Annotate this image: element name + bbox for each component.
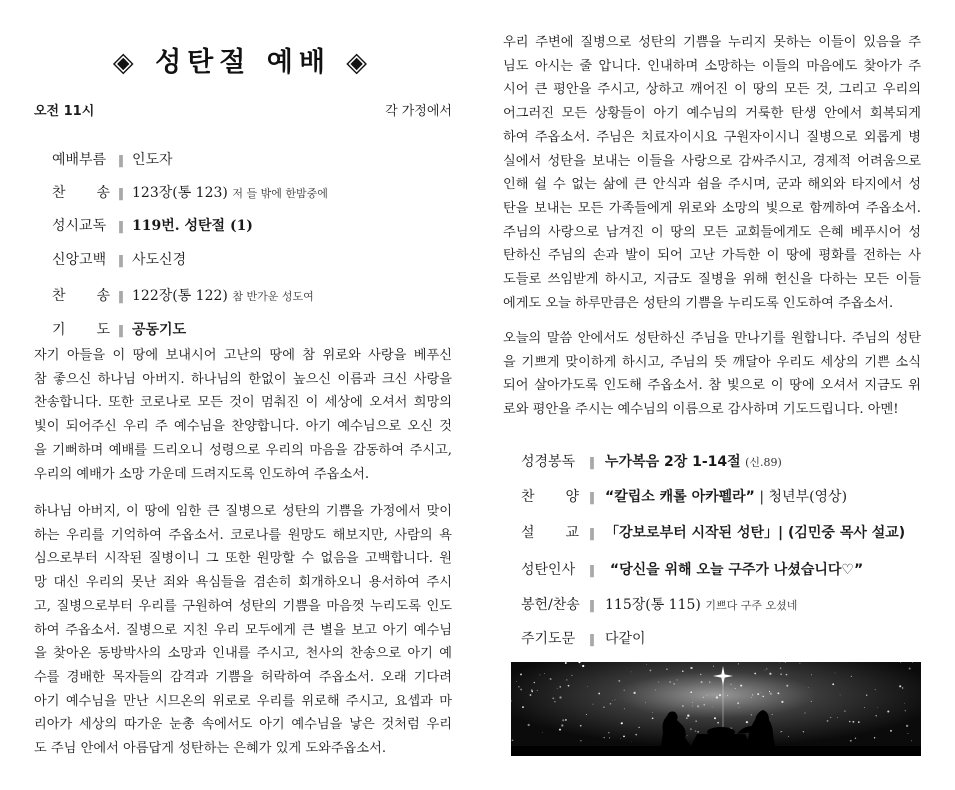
star-dot [604, 737, 605, 738]
star-dot [562, 719, 564, 721]
star-dot [716, 696, 718, 698]
order-value: 119번. 성탄절 (1) [132, 218, 253, 234]
star-dot [780, 731, 781, 732]
star-dot [781, 701, 783, 703]
star-dot [540, 675, 541, 676]
text-line: 하여 주옵소서. 주님은 치료자이시요 구원자이시니 질병으로 외롭게 병 [503, 129, 921, 145]
star-dot [714, 717, 716, 719]
star-dot [586, 714, 587, 715]
star-dot [875, 689, 876, 690]
star-dot [766, 668, 767, 669]
star-dot [531, 691, 532, 692]
star-dot [676, 679, 677, 680]
order-value: 인도자 [132, 152, 173, 168]
prayer-paragraph-4 [503, 327, 921, 422]
order-item-offering: 봉헌/찬송 ‖ 115장(통 115) 기쁘다 구주 오셨네 [521, 597, 798, 613]
star-dot [522, 706, 524, 708]
star-dot [858, 721, 860, 723]
star-dot [811, 701, 812, 702]
star-dot [608, 732, 609, 733]
star-dot [580, 665, 581, 666]
order-value: 「강보로부터 시작된 성탄」| (김민중 목사 설교) [605, 525, 906, 541]
star-dot [652, 718, 654, 720]
star-dot [697, 731, 699, 733]
star-dot [631, 742, 632, 743]
star-dot [751, 697, 752, 698]
star-dot [803, 731, 804, 732]
text-line: 탄을 보내는 모든 가족들에게 위로와 소망의 빛으로 함께하여 주옵소서. [503, 200, 921, 216]
star-dot [799, 663, 800, 664]
text-line: 시어 큰 평안을 주시고, 상하고 깨어진 이 땅의 모든 것, 그리고 우리의 [503, 82, 921, 98]
star-dot [877, 707, 878, 708]
service-time: 오전 11시 [34, 104, 95, 119]
order-item-christmas-greeting: 성탄인사 ‖ “당신을 위해 오늘 구주가 나셨습니다♡” [521, 562, 864, 578]
star-dot [609, 737, 610, 738]
star-dot [735, 688, 736, 689]
star-dot [874, 737, 875, 738]
order-value: 사도신경 [132, 252, 187, 268]
star-dot [740, 685, 742, 687]
star-dot [554, 701, 555, 702]
star-dot [697, 705, 699, 707]
order-value: 공동기도 [132, 322, 187, 338]
star-dot [769, 673, 771, 675]
star-dot [739, 707, 740, 708]
star-dot [610, 703, 612, 705]
star-dot [887, 710, 889, 712]
star-dot [580, 725, 582, 727]
order-note: 저 들 밖에 한밤중에 [232, 187, 328, 200]
text-line: 도 주님 안에서 아름답게 성탄하는 은혜가 있게 도와주옵소서. [34, 741, 387, 757]
text-line: 을 기쁘게 맞이하게 하시고, 주님의 뜻 깨달아 우리도 세상의 기쁜 소식 [503, 354, 921, 370]
star-dot [852, 721, 854, 723]
order-value: “당신을 위해 오늘 구주가 나셨습니다♡” [605, 562, 864, 578]
order-item-call-to-worship: 예배부름 ‖ 인도자 [52, 152, 173, 168]
star-dot [603, 706, 605, 708]
star-dot [738, 663, 739, 664]
text-line: 우리 주변에 질병으로 성탄의 기쁨을 누리지 못하는 이들이 있음을 주 [503, 35, 921, 50]
star-dot [840, 695, 841, 696]
star-dot [772, 714, 773, 715]
star-dot [582, 665, 584, 667]
star-dot [752, 694, 753, 695]
star-dot [561, 724, 563, 726]
star-dot [652, 712, 653, 713]
star-dot [682, 705, 684, 707]
star-dot [851, 676, 852, 677]
star-dot [557, 688, 558, 689]
order-value: “칼립소 캐롤 아카펠라” [605, 489, 755, 505]
star-dot [727, 695, 728, 696]
order-item-scripture: 성경봉독 ‖ 누가복음 2장 1-14절 (신.89) [521, 454, 782, 470]
text-line: 님도 아시는 줄 압니다. 인내하며 소망하는 이들의 마음에도 찾아가 주 [503, 58, 921, 74]
star-dot [905, 710, 906, 711]
star-dot [830, 717, 831, 718]
star-dot [780, 667, 782, 669]
order-item-creed: 신앙고백 ‖ 사도신경 [52, 252, 187, 268]
star-dot [587, 686, 588, 687]
star-dot [899, 685, 901, 687]
star-dot [837, 717, 838, 718]
star-dot [786, 674, 788, 676]
star-dot [624, 708, 625, 709]
star-dot [633, 692, 635, 694]
star-dot [566, 679, 567, 680]
star-dot [690, 728, 691, 729]
star-dot [701, 681, 703, 683]
star-dot [703, 697, 704, 698]
star-dot [696, 721, 697, 722]
order-label: 찬 송 [52, 288, 110, 304]
star-dot [559, 729, 561, 731]
star-dot [712, 707, 713, 708]
star-dot [695, 730, 696, 731]
text-line: 빛이 되어주신 우리 주 예수님을 찬양합니다. 아기 예수님으로 오신 것 [34, 419, 452, 435]
star-dot [686, 717, 688, 719]
text-line: 하는 우리를 기억하여 주옵소서. 코로나를 원망도 해보지만, 사람의 욕 [34, 527, 452, 543]
star-dot [520, 673, 522, 675]
order-label: 예배부름 [52, 152, 107, 168]
star-dot [832, 683, 834, 685]
star-dot [849, 721, 851, 723]
nativity-silhouette-icon [511, 662, 921, 756]
star-dot [890, 730, 892, 732]
order-item-prayer: 기 도 ‖ 공동기도 [52, 322, 187, 338]
star-dot [623, 736, 625, 738]
star-dot [516, 681, 517, 682]
order-item-hymn-2: 찬 송 ‖ 122장(통 122) 참 반가운 성도여 [52, 288, 314, 304]
star-dot [518, 686, 520, 688]
star-dot [530, 694, 532, 696]
star-dot [703, 704, 705, 706]
star-dot [761, 692, 762, 693]
text-line: 하나님 아버지, 이 땅에 임한 큰 질병으로 성탄의 기쁨을 가정에서 맞이 [34, 504, 452, 519]
order-label: 찬 송 [52, 185, 110, 201]
star-dot [876, 715, 877, 716]
star-dot [906, 725, 908, 727]
star-dot [786, 685, 788, 687]
prayer-paragraph-2 [34, 500, 452, 761]
star-dot [835, 672, 836, 673]
text-line: 주님의 사랑으로 남겨진 이 땅의 모든 교회들에게도 은혜 베푸시어 성 [503, 224, 921, 240]
text-line: 찬송합니다. 또한 코로나로 모든 것이 멈춰진 이 세상에 오셔서 희망의 [34, 395, 452, 411]
order-label: 성탄인사 [521, 562, 576, 578]
text-line: 아기 예수님을 만난 시므온의 위로로 우리를 위로해 주시고, 요셉과 마 [34, 693, 452, 709]
star-dot [687, 735, 688, 736]
order-label: 신앙고백 [52, 252, 107, 268]
star-dot [658, 681, 659, 682]
star-dot [692, 706, 693, 707]
order-item-responsive-reading: 성시교독 ‖ 119번. 성탄절 (1) [52, 218, 253, 234]
order-label: 찬 양 [521, 489, 579, 505]
order-note: (신.89) [745, 456, 782, 469]
star-dot [770, 693, 772, 695]
star-dot [765, 670, 766, 671]
prayer-paragraph-1 [34, 344, 452, 486]
star-dot [844, 710, 846, 712]
star-dot [621, 722, 623, 724]
star-dot [690, 691, 692, 693]
star-dot [780, 673, 782, 675]
star-dot [700, 674, 701, 675]
service-meta [34, 100, 452, 119]
star-dot [707, 695, 708, 696]
text-line: 수를 경배한 목자들의 감격과 기쁨을 허락하여 주옵소서. 오래 기다려 [34, 669, 452, 685]
star-dot [855, 738, 856, 739]
star-dot [612, 700, 613, 701]
star-dot [645, 702, 646, 703]
star-dot [746, 721, 748, 723]
star-dot [737, 702, 739, 704]
text-line: 에게도 오늘 하루만큼은 성탄의 기쁨을 누리도록 인도하여 주옵소서. [503, 295, 894, 311]
star-dot [552, 697, 554, 699]
order-note: 기쁘다 구주 오셨네 [705, 599, 798, 612]
star-dot [911, 740, 912, 741]
text-line: 어그러진 모든 상황들이 아기 예수님의 거룩한 탄생 안에서 회복되게 [503, 106, 921, 122]
text-line: 탄하신 주님의 손과 발이 되어 고난 가득한 이 땅에 평화를 전하는 사 [503, 248, 921, 264]
text-line: 되어 살아가도록 인도해 주옵소서. 참 빛으로 이 땅에 오셔서 지금도 위 [503, 378, 921, 394]
star-dot [646, 664, 647, 665]
star-dot [565, 662, 567, 664]
star-dot [571, 675, 572, 676]
service-place: 각 가정에서 [385, 104, 452, 119]
star-dot [713, 666, 714, 667]
nativity-image [511, 662, 921, 756]
star-dot [537, 690, 538, 691]
order-label: 설 교 [521, 525, 579, 541]
star-dot [690, 667, 692, 669]
star-dot [904, 703, 905, 704]
text-line: 자기 아들을 이 땅에 보내시어 고난의 땅에 참 위로와 사랑을 베푸신 [34, 348, 452, 363]
star-dot [717, 722, 719, 724]
order-item-lords-prayer: 주기도문 ‖ 다같이 [521, 631, 646, 647]
text-line: 인해 쉴 수 없는 삶에 큰 안식과 쉼을 주시며, 군과 해외와 타지에서 성 [503, 177, 921, 193]
star-dot [624, 690, 625, 691]
star-dot [682, 670, 684, 672]
star-dot [808, 687, 809, 688]
star-dot [666, 668, 668, 670]
order-label: 기 도 [52, 322, 110, 338]
star-dot [620, 738, 621, 739]
star-dot [777, 692, 779, 694]
star-dot [902, 687, 903, 688]
order-value: 123장(통 123) [132, 185, 228, 201]
text-line: 참 좋으신 하나님 아버지. 하나님의 한없이 높으신 이름과 크신 사랑을 [34, 371, 452, 387]
star-dot [762, 696, 763, 697]
star-dot [568, 685, 570, 687]
star-dot [757, 693, 759, 695]
text-line: 심으로부터 시작된 질병이니 그 또한 원망할 수 없음을 고백합니다. 원 [34, 551, 452, 567]
star-dot [565, 719, 567, 721]
star-dot [864, 707, 865, 708]
order-item-hymn-1: 찬 송 ‖ 123장(통 123) 저 들 밖에 한밤중에 [52, 185, 328, 201]
star-dot [850, 740, 852, 742]
star-dot [907, 733, 908, 734]
star-dot [550, 678, 552, 680]
star-dot [520, 689, 522, 691]
star-dot [635, 734, 637, 736]
star-dot [811, 674, 812, 675]
text-line: 고, 질병으로부터 우리를 구원하여 성탄의 기쁨을 마음껏 누리도록 인도 [34, 598, 452, 614]
star-dot [544, 673, 545, 674]
star-dot [618, 680, 620, 682]
star-dot [649, 669, 651, 671]
star-dot [804, 713, 805, 714]
star-dot [730, 684, 731, 685]
order-item-sermon: 설 교 ‖ 「강보로부터 시작된 성탄」| (김민중 목사 설교) [521, 525, 906, 541]
text-line: 실에서 성탄을 보내는 이들을 사랑으로 감싸주시고, 경제적 어려움으로 [503, 153, 921, 169]
star-dot [598, 693, 600, 695]
order-item-anthem: 찬 양 ‖ “칼립소 캐롤 아카펠라” | 청년부(영상) [521, 489, 848, 505]
star-dot [559, 696, 561, 698]
order-label: 성경봉독 [521, 454, 576, 470]
star-dot [638, 727, 639, 728]
star-dot [709, 681, 710, 682]
star-dot [560, 686, 561, 687]
star-dot [670, 681, 671, 682]
star-dot [692, 702, 693, 703]
star-dot [754, 673, 756, 675]
text-line: 하여 주옵소서. 질병으로 지친 우리 모두에게 큰 별을 보고 아기 예수님 [34, 622, 452, 638]
text-line: 우리의 예배가 소망 가운데 드려지도록 인도하여 주옵소서. [34, 466, 370, 482]
star-dot [719, 694, 721, 696]
star-dot [769, 691, 770, 692]
star-dot [781, 731, 782, 732]
text-line: 오늘의 말씀 안에서도 성탄하신 주님을 만나기를 원합니다. 주님의 성탄 [503, 331, 921, 346]
star-dot [687, 714, 689, 716]
page-title: ◈ 성탄절 예배 ◈ [112, 47, 374, 78]
order-value: 122장(통 122) [132, 288, 228, 304]
order-note: | 청년부(영상) [759, 489, 848, 505]
order-label: 주기도문 [521, 631, 576, 647]
text-line: 을 기뻐하며 예배를 드리오니 성령으로 우리의 마음을 감동하여 주시고, [34, 442, 452, 458]
order-value: 다같이 [605, 631, 646, 647]
star-dot [788, 736, 789, 737]
order-label: 봉헌/찬송 [521, 597, 580, 613]
prayer-paragraph-3 [503, 31, 921, 315]
text-line: 리아가 세상의 따가운 눈총 속에서도 아기 예수님을 낳은 것처럼 우리 [34, 717, 452, 733]
star-dot [912, 662, 913, 663]
star-dot [580, 740, 581, 741]
star-dot [631, 671, 632, 672]
star-dot [534, 682, 536, 684]
star-dot [655, 690, 656, 691]
text-line: 을 찾아온 동방박사의 소망과 인내를 주시고, 천사의 찬송으로 아기 예 [34, 646, 452, 662]
star-dot [779, 662, 780, 663]
star-dot [542, 732, 543, 733]
text-line: 도들로 쓰임받게 하시고, 지금도 질병을 위해 헌신을 다하는 모든 이들 [503, 272, 921, 288]
star-dot [909, 668, 911, 670]
star-dot [751, 714, 752, 715]
order-label: 성시교독 [52, 218, 107, 234]
text-line: 망 대신 우리의 못난 죄와 욕심들을 겸손히 회개하오니 용서하여 주시 [34, 575, 452, 591]
star-dot [528, 724, 530, 726]
order-value: 115장(통 115) [605, 597, 701, 613]
star-dot [592, 704, 593, 705]
star-dot [531, 689, 532, 690]
order-note: 참 반가운 성도여 [232, 290, 314, 303]
star-dot [866, 694, 867, 695]
order-value: 누가복음 2장 1-14절 [605, 454, 741, 470]
star-dot [673, 683, 675, 685]
star-dot [615, 700, 616, 701]
star-dot [512, 739, 514, 741]
text-line: 로와 평안을 주시는 예수님의 이름으로 감사하며 기도드립니다. 아멘! [503, 402, 899, 418]
star-dot [827, 720, 829, 722]
